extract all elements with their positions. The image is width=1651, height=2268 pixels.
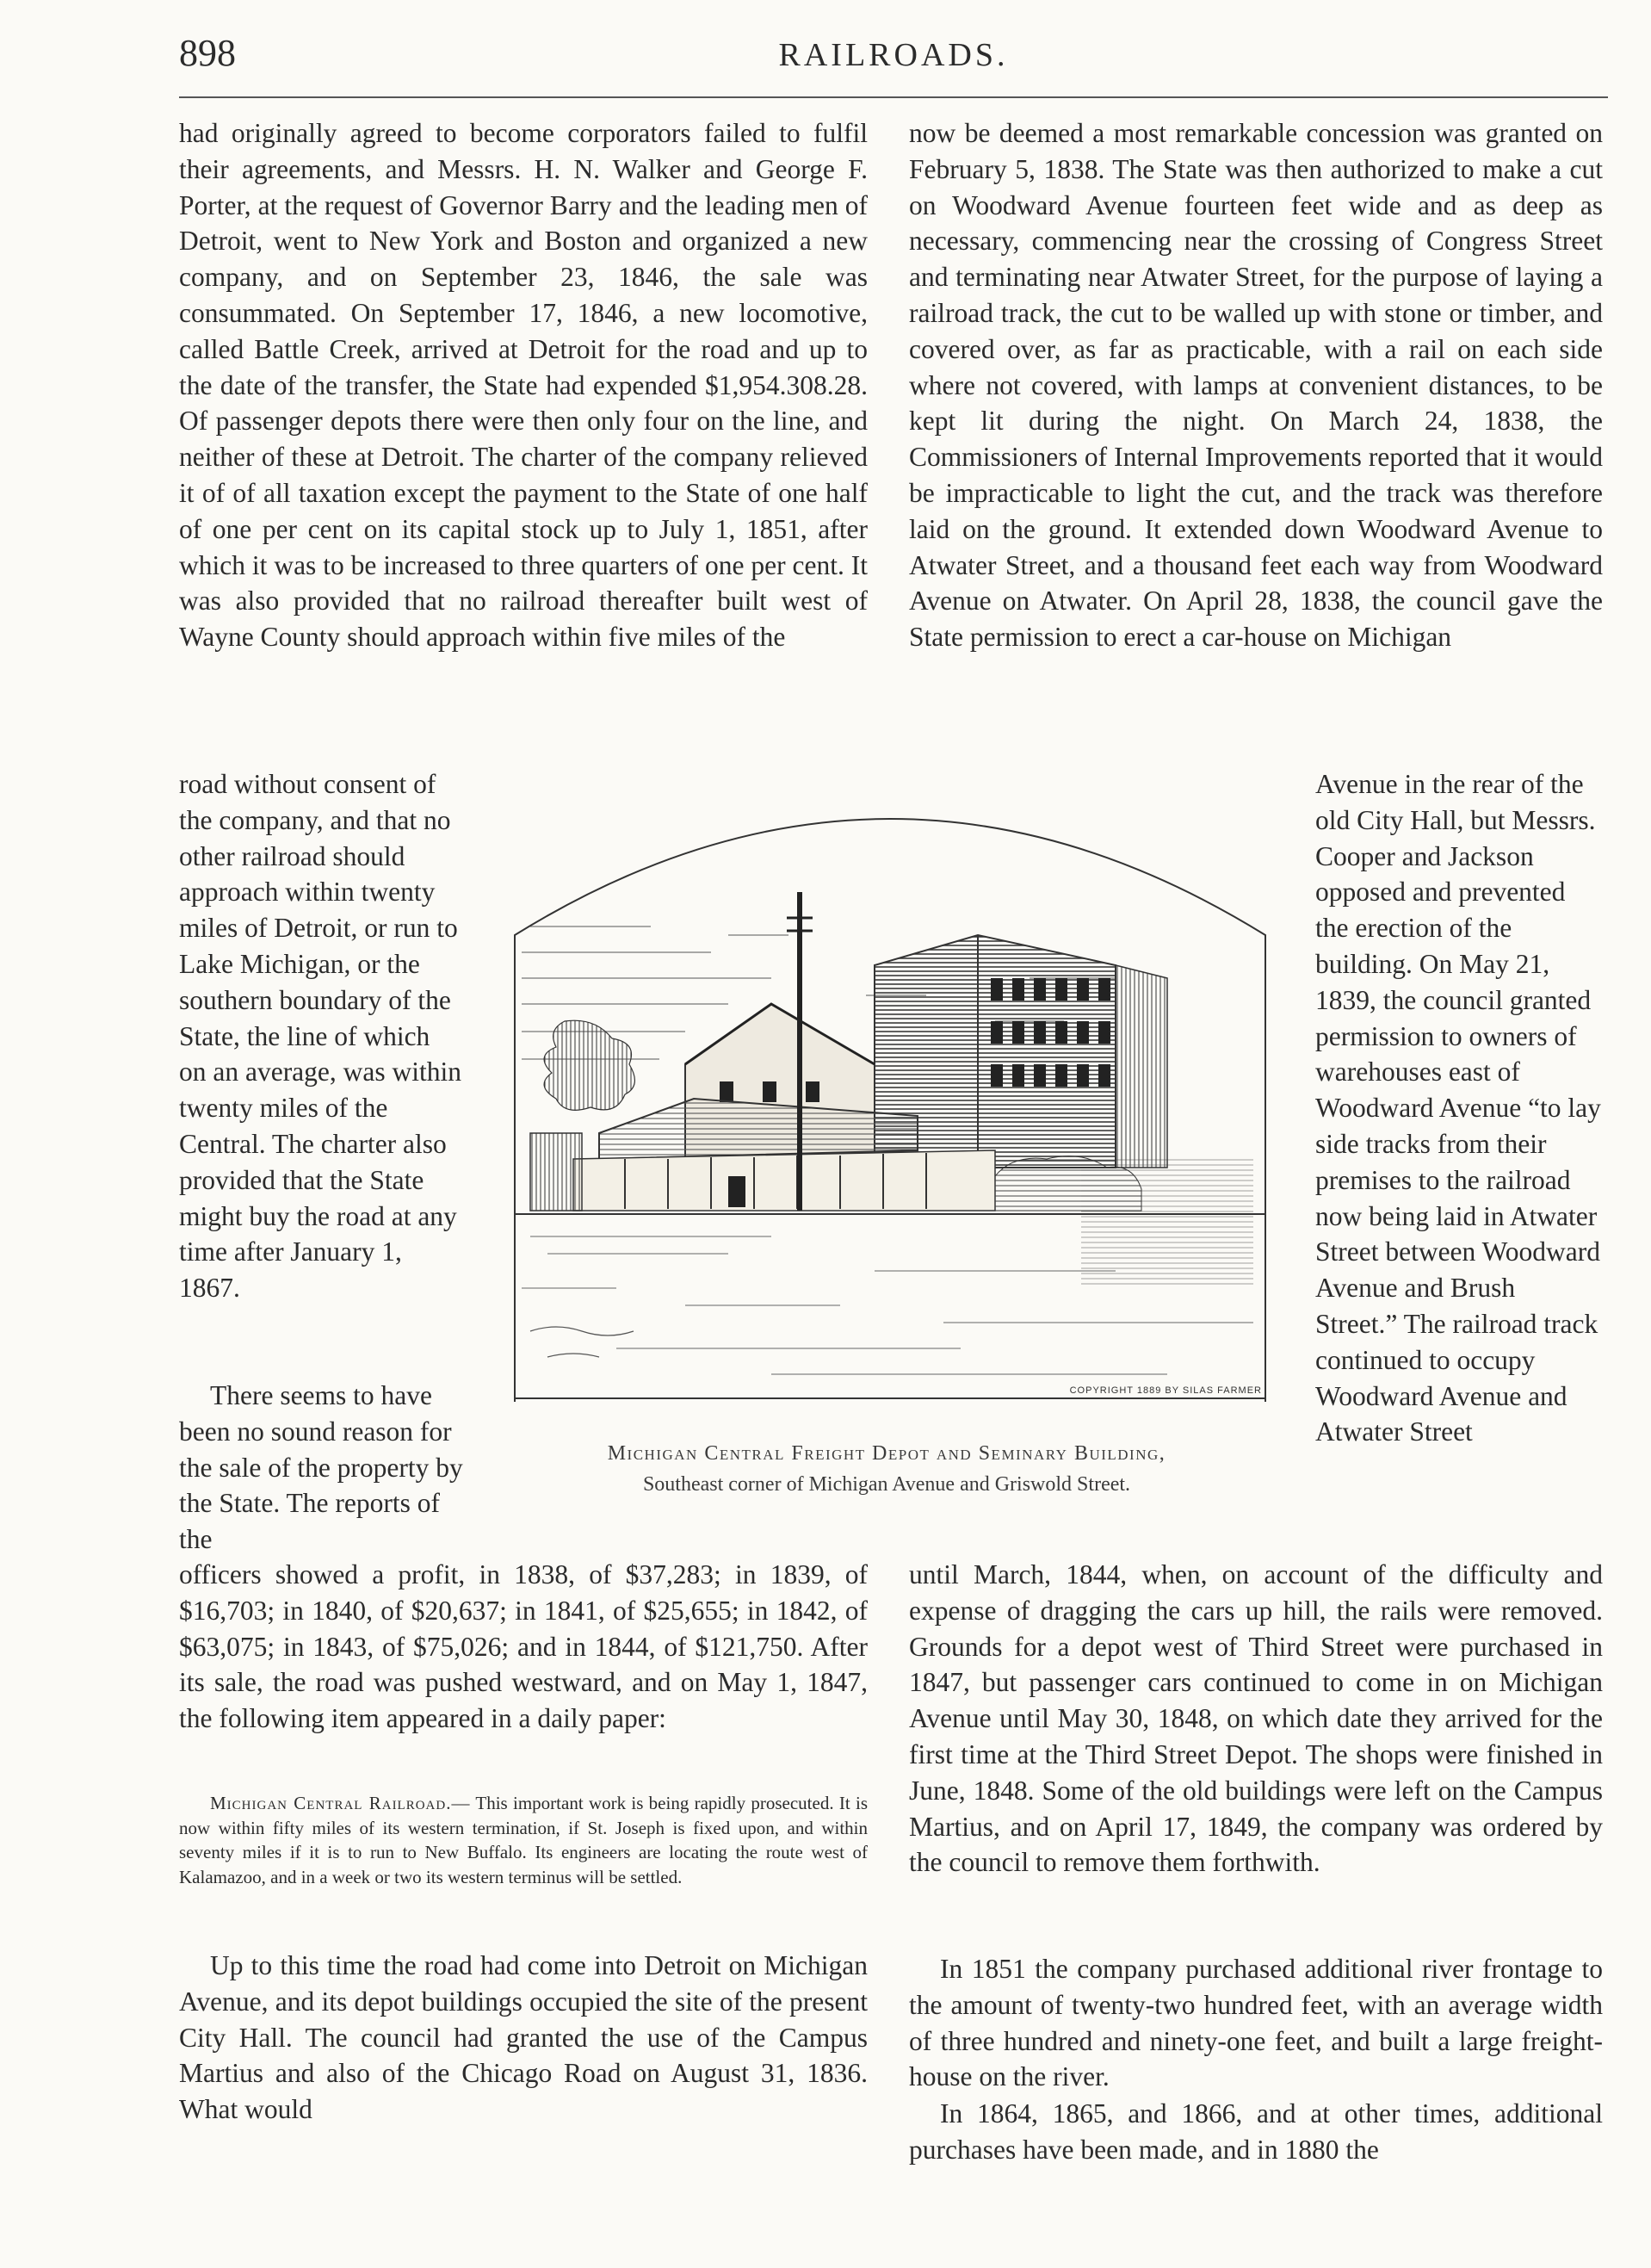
left-paragraph-2-wide: officers showed a profit, in 1838, of $37,283; in 1839, of $16,703; in 1840, of $20,637; in 1841, of $25,655; in 1842, of $63,075; in 1843, of $75,026; and in 1844, of $121,750. After its sale, the road was pushed westward, and on May 1, 1847, the following item appeared in a daily paper: (179, 1559, 868, 1734)
quote-heading: Michigan Central Railroad.— (210, 1793, 471, 1813)
right-paragraph-2: In 1851 the company purchased additional river frontage to the amount of twenty-two hundred feet, with an average width of three hundred and ninety-one feet, and built a large freight-house on the river. (909, 1954, 1603, 2092)
caption-title: Michigan Central Freight Depot and Seminary Building, (607, 1442, 1166, 1465)
left-paragraph-top: had originally agreed to become corporators failed to fulfil their agreements, and Messrs. H. N. Walker and George F. Porter, at the request of Governor Barry and the leading men of Detroit, went to New York and Boston and organized a new company, and on September 23, 1846, the sale was consummated. On September 17, 1846, a new locomotive, called Battle Creek, arrived at Detroit for the road and up to the date of the transfer, the State had expended $1,954.308.28. Of passenger depots there were then only four on the line, and neither of these at Detroit. The charter of the company relieved it of of all taxation except the payment to the State of one half of one per cent on its capital stock up to July 1, 1851, after which it was to be increased to three quarters of one per cent. It was also provided that no railroad thereafter built west of Wayne County should approach within five miles of the (179, 118, 868, 653)
right-paragraph-wide: until March, 1844, when, on account of the difficulty and expense of dragging the cars up hill, the rails were removed. Grounds for a depot west of Third Street were purchased in 1847, but passenger cars continued to come in on Michigan Avenue until May 30, 1848, on which date they arrived for the first time at the Third Street Depot. The shops were finished in June, 1848. Some of the old buildings were left on the Campus Martius, and on April 17, 1849, the company was ordered by the council to remove them forthwith. (909, 1559, 1603, 1878)
header-rule (179, 96, 1608, 98)
copyright-notice: COPYRIGHT 1889 BY SILAS FARMER (1069, 1385, 1262, 1396)
right-paragraph-narrow: Avenue in the rear of the old City Hall, but Messrs. Cooper and Jackson opposed and prevented the erection of the building. On May 21, 1839, the council granted permission to owners of warehouses east of Woodward Avenue “to lay side tracks from their premises to the railroad now being laid in Atwater Street between Woodward Avenue and Brush Street.” The railroad track continued to occupy Woodward Avenue and Atwater Street (1315, 769, 1601, 1447)
right-paragraph-3: In 1864, 1865, and 1866, and at other times, additional purchases have been made, and in 1880 the (909, 2098, 1603, 2165)
depot-illustration (513, 806, 1267, 1402)
caption-location: Southeast corner of Michigan Avenue and Griswold Street. (642, 1473, 1131, 1496)
left-paragraph-2-narrow: There seems to have been no sound reason for the sale of the property by the State. The reports of the (179, 1380, 463, 1555)
quote-body: This important work is being rapidly prosecuted. It is now within fifty miles of its western termination, if St. Joseph is fixed upon, and within seventy miles if it is to run to New Buffalo. Its engineers are locating the route west of Kalamazoo, and in a week or two its western terminus will be settled. (179, 1793, 868, 1887)
left-paragraph-3: Up to this time the road had come into Detroit on Michigan Avenue, and its depot buildings occupied the site of the present City Hall. The council had granted the use of the Campus Martius and also of the Chicago Road on August 31, 1836. What would (179, 1950, 868, 2125)
figure-caption (465, 1438, 1308, 1500)
running-title: RAILROADS. (778, 37, 1009, 73)
page-header (179, 31, 1608, 83)
page-number: 898 (179, 32, 236, 74)
newspaper-quote (179, 1791, 868, 1889)
left-paragraph-narrow: road without consent of the company, and that no other railroad should approach within twenty miles of Detroit, or run to Lake Michigan, or the southern boundary of the State, the line of which on an average, was within twenty miles of the Central. The charter also provided that the State might buy the road at any time after January 1, 1867. (179, 769, 462, 1304)
right-paragraph-top: now be deemed a most remarkable concession was granted on February 5, 1838. The State was then authorized to make a cut on Woodward Avenue fourteen feet wide and as deep as necessary, commencing near the crossing of Congress Street and terminating near Atwater Street, for the purpose of laying a railroad track, the cut to be walled up with stone or timber, and covered over, as far as practicable, with a rail on each side where not covered, with lamps at convenient distances, to be kept lit during the night. On March 24, 1838, the Commissioners of Internal Improvements reported that it would be impracticable to light the cut, and the track was therefore laid on the ground. It extended down Woodward Avenue to Atwater Street, and a thousand feet each way from Woodward Avenue on Atwater. On April 28, 1838, the council gave the State permission to erect a car-house on Michigan (909, 118, 1603, 653)
